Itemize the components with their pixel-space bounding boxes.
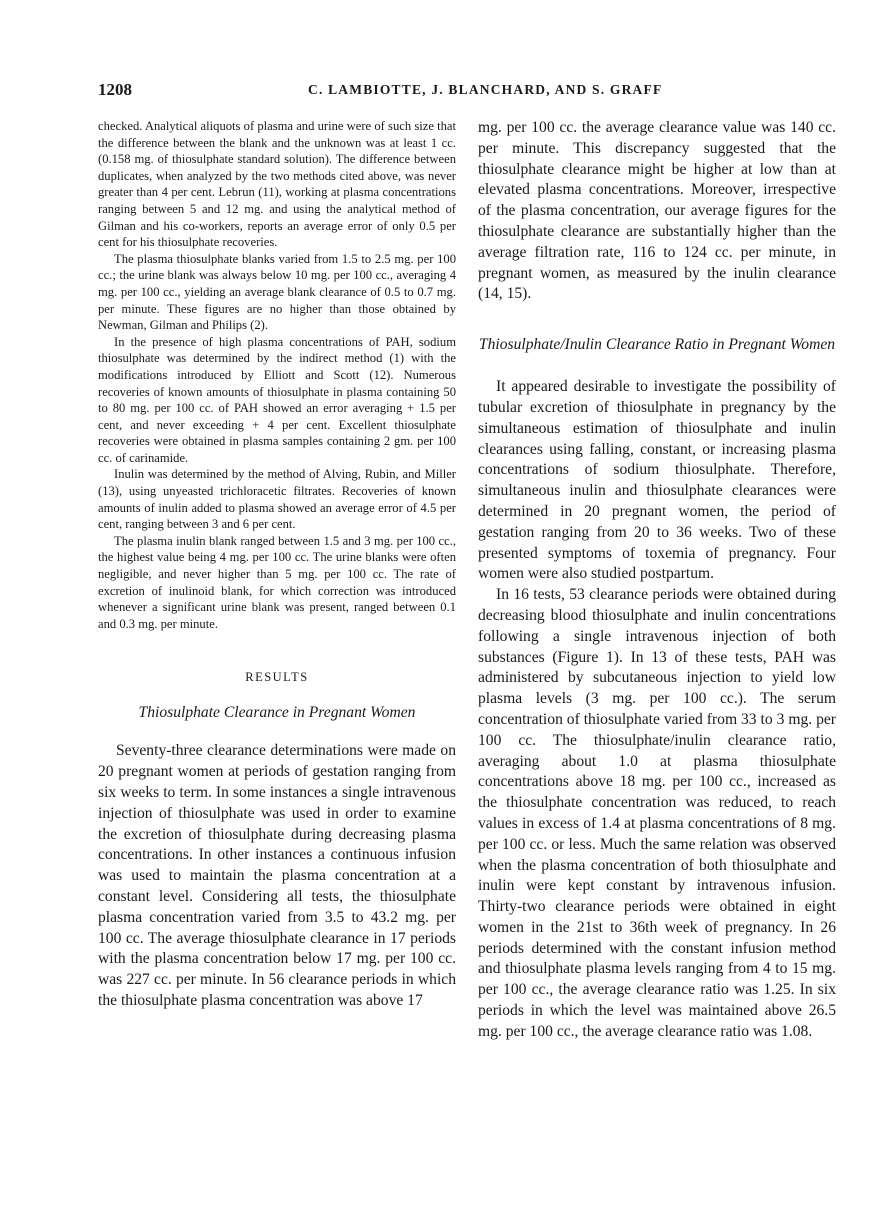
paragraph: Inulin was determined by the method of Alving, Rubin, and Miller (13), using unyeasted trichloracetic filtrates. Recoveries of known amounts of inulin added to plasma showed an average error of 4.5 per cent, ranging between 3 and 6 per cent.: [98, 467, 456, 532]
subsection-heading: Thiosulphate Clearance in Pregnant Women: [138, 704, 416, 722]
results-heading: RESULTS: [245, 670, 309, 685]
ratio-text: [478, 377, 836, 1043]
paragraph: The plasma thiosulphate blanks varied from 1.5 to 2.5 mg. per 100 cc.; the urine blank was always below 10 mg. per 100 cc., averaging 4 mg. per 100 cc., yielding an average blank clearance of 0.5 to 0.7 mg. per minute. These figures are no higher than those obtained by Newman, Gilman and Philips (2).: [98, 251, 456, 333]
right-column: [478, 118, 836, 1043]
paragraph: In 16 tests, 53 clearance periods were obtained during decreasing blood thiosulphate and inulin concentrations following a single intravenous injection of both substances (Figure 1). In 13 of these tests, PAH was administered by subcutaneous injection to yield low plasma levels (3 mg. per 100 cc.). The serum concentration of thiosulphate varied from 33 to 3 mg. per 100 cc. The thiosulphate/inulin clearance ratio, averaging about 1.0 at plasma thiosulphate concentrations above 18 mg. per 100 cc., increased as the thiosulphate concentration was reduced, to reach values in excess of 1.4 at plasma concentrations of 8 mg. per 100 cc. or less. Much the same relation was observed when the plasma concentration of both thiosulphate and inulin were kept constant by intravenous infusion. Thirty-two clearance periods were obtained in eight women in the 21st to 36th week of pregnancy. In 26 periods determined with the constant infusion method and thiosulphate plasma levels ranging from 4 to 15 mg. per 100 cc., the average clearance ratio was 1.25. In six periods in which the level was maintained above 26.5 mg. per 100 cc., the average clearance ratio was 1.08.: [478, 586, 836, 1040]
paragraph: checked. Analytical aliquots of plasma and urine were of such size that the difference between the blank and the unknown was at least 1 cc. (0.158 mg. of thiosulphate standard solution). The difference between duplicates, when analyzed by the two methods cited above, was never greater than 4 per cent. Lebrun (11), working at plasma concentrations ranging between 5 and 12 mg. and using the analytical method of Gilman and his co-workers, reports an average error of only 0.5 per cent for his thiosulphate recoveries.: [98, 119, 456, 250]
right-text: [478, 118, 836, 305]
subsection-heading: Thiosulphate/Inulin Clearance Ratio in Pregnant Women: [478, 336, 836, 354]
paragraph: Seventy-three clearance determinations were made on 20 pregnant women at periods of gestation ranging from six weeks to term. In some instances a single intravenous injection of thiosulphate was used in order to examine the excretion of thiosulphate during decreasing plasma concentrations. In other instances a continuous infusion was used to maintain the plasma concentration at a constant level. Considering all tests, the thiosulphate plasma concentration varied from 3.5 to 43.2 mg. per 100 cc. The average thiosulphate clearance in 17 periods with the plasma concentration below 17 mg. per 100 cc. was 227 cc. per minute. In 56 clearance periods in which the thiosulphate plasma concentration was above 17: [98, 742, 456, 1009]
running-head: C. LAMBIOTTE, J. BLANCHARD, AND S. GRAFF: [308, 82, 663, 97]
left-column: [98, 118, 456, 1012]
results-text: [98, 741, 456, 1011]
paragraph: It appeared desirable to investigate the possibility of tubular excretion of thiosulphate in pregnancy by the simultaneous estimation of thiosulphate and inulin clearances using falling, constant, or increasing plasma concentrations of sodium thiosulphate. Therefore, simultaneous inulin and thiosulphate clearances were determined in 20 pregnant women, the period of gestation ranging from 20 to 36 weeks. Two of these presented symptoms of toxemia of pregnancy. Four women were also studied postpartum.: [478, 378, 836, 583]
page-number: 1208: [98, 80, 132, 99]
paragraph: mg. per 100 cc. the average clearance value was 140 cc. per minute. This discrepancy suggested that the thiosulphate clearance might be higher at low than at elevated plasma concentrations. Moreover, irrespective of the plasma concentration, our average figures for the thiosulphate clearance are substantially higher than the average filtration rate, 116 to 124 cc. per minute, in pregnant women, as measured by the inulin clearance (14, 15).: [478, 119, 836, 303]
paragraph: The plasma inulin blank ranged between 1.5 and 3 mg. per 100 cc., the highest value being 4 mg. per 100 cc. The urine blanks were often negligible, and never higher than 5 mg. per 100 cc. The rate of excretion of inulinoid blank, for which correction was introduced whenever a significant urine blank was present, ranged between 0.1 and 0.3 mg. per minute.: [98, 533, 456, 631]
paragraph: In the presence of high plasma concentrations of PAH, sodium thiosulphate was determined by the indirect method (1) with the modifications introduced by Elliott and Scott (12). Numerous recoveries of known amounts of thiosulphate in plasma containing 50 to 80 mg. per 100 cc. of PAH showed an error averaging + 1.5 per cent, and never exceeding + 4 per cent. Excellent thiosulphate recoveries were obtained in plasma samples containing 2 gm. per 100 cc. of carinamide.: [98, 334, 456, 465]
page-header: [98, 80, 788, 102]
methods-section: [98, 118, 456, 632]
